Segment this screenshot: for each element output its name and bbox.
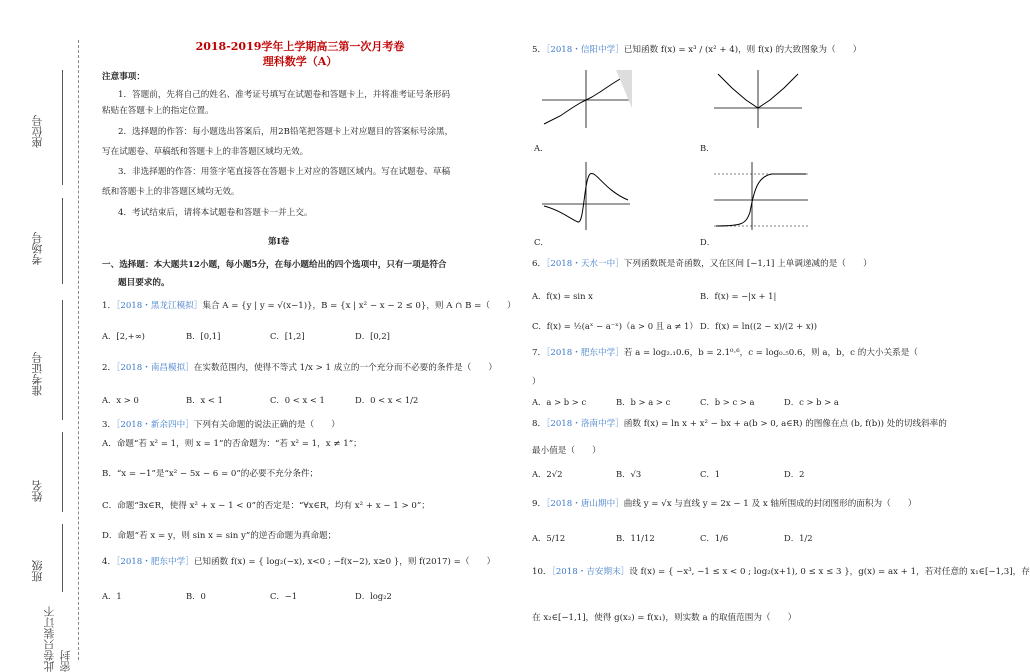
question-3 (102, 419, 340, 432)
exam-subtitle: 理科数学（A） (262, 55, 338, 68)
option-d: D．0 < x < 1/2 (355, 395, 419, 405)
option-a: A． (534, 143, 549, 153)
option-a: A．a > b > c (532, 397, 587, 407)
question-text-cont: ） (532, 377, 541, 387)
option-d: D．c > b > a (784, 397, 839, 407)
class-label: 班级 (31, 560, 44, 582)
option-b: B．b > a > c (616, 397, 671, 407)
question-number: 1． (102, 301, 117, 311)
notice-line: 1．答题前，先将自己的姓名、准考证号填写在试题卷和答题卡上，并将准考证号条形码 (118, 90, 451, 100)
ticket-number-line (62, 300, 63, 420)
question-source: ［2018・信阳中学］ (546, 45, 624, 55)
notice-line: 4．考试结束后，请将本试题卷和答题卡一并上交。 (118, 208, 313, 218)
graph-option-a (540, 68, 632, 130)
option-d: D．2 (784, 469, 805, 479)
notice-line: 纸和答题卡上的非答题区域均无效。 (102, 187, 240, 197)
option-c: C．b > c > a (700, 397, 755, 407)
class-line (62, 524, 63, 592)
notice-line: 写在试题卷、草稿纸和答题卡上的非答题区域均无效。 (102, 147, 309, 157)
option-b: B．[0,1] (186, 331, 221, 341)
notice-line: 2．选择题的作答：每小题选出答案后，用2B铅笔把答题卡上对应题目的答案标号涂黑， (118, 127, 454, 137)
question-text: 下列有关命题的说法正确的是（ ） (193, 420, 340, 430)
option-d: D．[0,2] (355, 331, 390, 341)
ticket-number-label: 准考证号 (31, 352, 44, 396)
option-a: A．5/12 (532, 533, 566, 543)
question-text: 曲线 y = √x 与直线 y = 2x − 1 及 x 轴所围成的封闭图形的面积为（ ） (623, 499, 917, 509)
notice-line: 粘贴在答题卡上的指定位置。 (102, 106, 214, 116)
graph-option-b (712, 68, 804, 130)
question-source: ［2018・新余四中］ (116, 420, 194, 430)
option-d: D．命题“若 x = y，则 sin x = sin y”的逆否命题为真命题； (102, 531, 337, 541)
question-source: ［2018・天水一中］ (546, 259, 624, 269)
option-c: C．[1,2] (270, 331, 305, 341)
seal-note: 此卷只装订不密封 (43, 606, 72, 672)
option-a: A．2√2 (532, 469, 563, 479)
name-label: 姓名 (31, 480, 44, 502)
question-text: 已知函数 f(x) = { log₂(−x), x<0 ; −f(x−2), x≥0 }，则 f(2017) =（ ） (193, 557, 496, 567)
question-text: 已知函数 f(x) = x³ / (x² + 4)，则 f(x) 的大致图象为（ ） (623, 45, 862, 55)
question-source: ［2018・肥东中学］ (116, 557, 194, 567)
question-7 (532, 347, 918, 360)
name-line (62, 432, 63, 512)
section-heading-cont: 题目要求的。 (118, 278, 170, 288)
question-source: ［2018・南昌模拟］ (116, 363, 194, 373)
option-b: B．0 (186, 591, 206, 601)
option-c: C．1 (700, 469, 721, 479)
question-number: 6． (532, 259, 547, 269)
option-c: C．−1 (270, 591, 298, 601)
question-text: 若 a = log₂.₁0.6，b = 2.1⁰·⁶，c = log₀.₅0.6，则 a，b，c 的大小关系是（ (623, 348, 918, 358)
option-b: B．11/12 (616, 533, 655, 543)
option-b: B．f(x) = −|x + 1| (700, 291, 777, 301)
question-1 (102, 300, 516, 313)
question-source: ［2018・洛南中学］ (546, 419, 624, 429)
exam-room-label: 考场号 (31, 232, 44, 265)
option-a: A．x > 0 (102, 395, 139, 405)
notice-line: 3．非选择题的作答：用签字笔直接答在答题卡上对应的答题区域内。写在试题卷、草稿 (118, 167, 451, 177)
question-9 (532, 498, 917, 511)
question-4 (102, 556, 495, 569)
question-number: 4． (102, 557, 117, 567)
seat-number-label: 座位号 (31, 115, 44, 148)
option-d: D． (700, 237, 716, 247)
option-d: D．1/2 (784, 533, 813, 543)
exam-title: 2018-2019学年上学期高三第一次月考卷 (195, 40, 405, 53)
graph-option-d (712, 160, 812, 232)
binding-dashed-line (78, 40, 80, 660)
option-b: B． (700, 143, 715, 153)
option-a: A．[2,+∞) (102, 331, 145, 341)
option-c: C． (534, 237, 549, 247)
question-text: 下列函数既是奇函数，又在区间 [−1,1] 上单调递减的是（ ） (623, 259, 872, 269)
question-source: ［2018・黑龙江模拟］ (116, 301, 203, 311)
option-d: D．f(x) = ln((2 − x)/(2 + x)) (700, 321, 818, 331)
question-source: ［2018・肥东中学］ (546, 348, 624, 358)
question-source: ［2018・吉安期末］ (551, 567, 630, 577)
notice-heading: 注意事项： (102, 72, 145, 82)
option-c: C．1/6 (700, 533, 729, 543)
question-text-cont: 在 x₂∈[−1,1]，使得 g(x₂) = f(x₁)，则实数 a 的取值范围为（ ） (532, 613, 797, 623)
section-heading: 一、选择题：本大题共12小题，每小题5分，在每小题给出的四个选项中，只有一项是符合 (102, 260, 447, 270)
option-a: A．命题“若 x² = 1，则 x = 1”的否命题为：“若 x² = 1，x ≠ 1”； (102, 439, 362, 449)
question-text-cont: 最小值是（ ） (532, 446, 601, 456)
option-b: B．x < 1 (186, 395, 223, 405)
option-c: C．命题“∃x∈R，使得 x² + x − 1 < 0”的否定是：“∀x∈R，均有 x² + x − 1 > 0”； (102, 501, 430, 511)
question-2 (102, 362, 497, 375)
question-number: 10． (532, 567, 552, 577)
option-a: A．1 (102, 591, 122, 601)
question-8 (532, 418, 947, 431)
question-number: 7． (532, 348, 547, 358)
question-number: 5． (532, 45, 547, 55)
question-5 (532, 44, 861, 57)
question-number: 3． (102, 420, 117, 430)
option-c: C．0 < x < 1 (270, 395, 325, 405)
question-text: 设 f(x) = { −x³, −1 ≤ x < 0 ; log₂(x+1), 0 ≤ x ≤ 3 }，g(x) = ax + 1，若对任意的 x₁∈[−1,3]，存 (629, 567, 1030, 577)
exam-room-line (62, 198, 63, 284)
graph-option-c (540, 160, 632, 232)
question-number: 2． (102, 363, 117, 373)
question-text: 函数 f(x) = ln x + x² − bx + a(b > 0, a∈R) 的图像在点 (b, f(b)) 处的切线斜率的 (623, 419, 947, 429)
question-text: 在实数范围内，使得不等式 1/x > 1 成立的一个充分而不必要的条件是（ ） (193, 363, 498, 373)
question-text: 集合 A = {y | y = √(x−1)}，B = {x | x² − x − 2 ≤ 0}，则 A ∩ B =（ ） (202, 301, 516, 311)
option-b: B．“x = −1”是“x² − 5x − 6 = 0”的必要不充分条件； (102, 469, 319, 479)
question-6 (532, 258, 872, 271)
seat-number-line (62, 70, 63, 185)
question-number: 9． (532, 499, 547, 509)
option-a: A．f(x) = sin x (532, 291, 593, 301)
question-number: 8． (532, 419, 547, 429)
question-source: ［2018・唐山期中］ (546, 499, 624, 509)
question-10 (532, 566, 1030, 579)
option-d: D．log₂2 (355, 591, 392, 601)
option-c: C．f(x) = ½(aˣ − a⁻ˣ)（a > 0 且 a ≠ 1） (532, 321, 698, 331)
option-b: B．√3 (616, 469, 642, 479)
volume-label: 第Ⅰ卷 (268, 237, 290, 247)
